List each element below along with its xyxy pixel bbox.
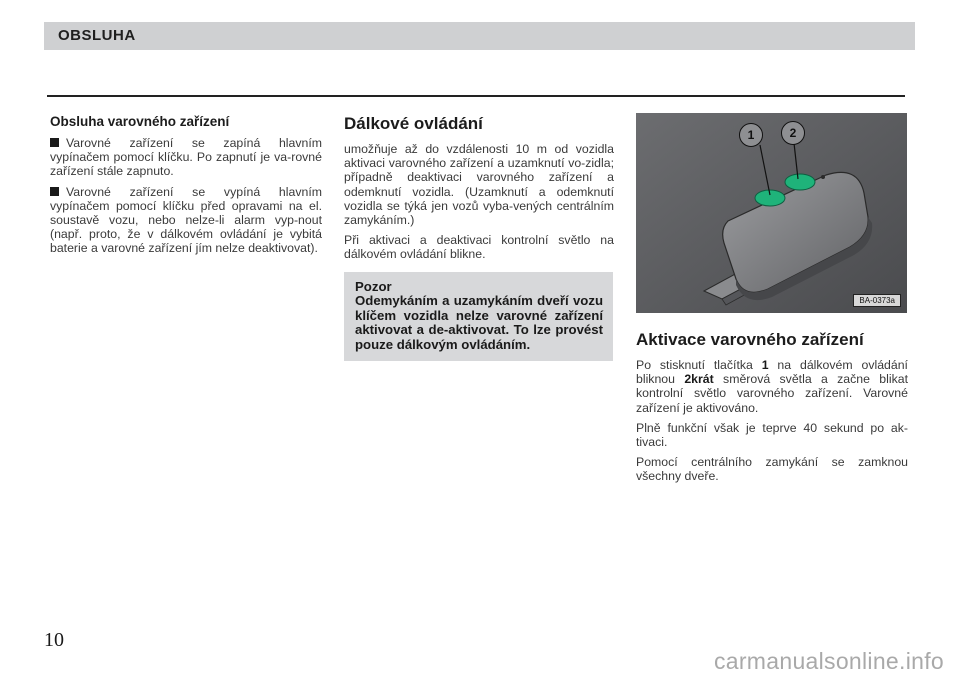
watermark-text: carmanualsonline.info <box>713 648 944 674</box>
callout-1: 1 <box>739 123 763 147</box>
column-middle <box>344 114 614 361</box>
warning-box <box>344 272 613 362</box>
bullet-square-icon <box>50 187 59 196</box>
horizontal-rule <box>47 95 905 97</box>
callout-2: 2 <box>781 121 805 145</box>
section-title: OBSLUHA <box>58 27 136 44</box>
paragraph-switch-on: Varovné zařízení se zapíná hlavním vypínačem pomocí klíčku. Po zapnutí je va-rovné zařízení stále zapnuto. <box>50 136 322 179</box>
page-number: 10 <box>44 629 64 651</box>
heading-remote-control: Dálkové ovládání <box>344 114 483 133</box>
heading-alarm-operation: Obsluha varovného zařízení <box>50 114 230 129</box>
section-header-bar <box>44 22 915 50</box>
column-left <box>50 114 322 262</box>
remote-button-2 <box>785 174 815 190</box>
paragraph-remote-range: umožňuje až do vzdálenosti 10 m od vozidla aktivaci varovného zařízení a uzamknutí vo-zidla; případně deaktivaci varovného zařízení a odemknutí vozidla. (Uzamknutí a odemknutí vozidla se týká jen vozů vyba-vených centrálním zamykáním.) <box>344 142 614 228</box>
paragraph-remote-light: Při aktivaci a deaktivaci kontrolní světlo na dálkovém ovládání blikne. <box>344 233 614 262</box>
warning-title: Pozor <box>355 278 392 294</box>
bullet-square-icon <box>50 138 59 147</box>
paragraph-activation: Po stisknutí tlačítka 1 na dálkovém ovládání bliknou 2krát směrová světla a začne blikat kontrolní světlo varovného zařízení. Varovné zařízení je aktivováno. <box>636 358 909 415</box>
paragraph-switch-off: Varovné zařízení se vypíná hlavním vypínačem pomocí klíčku před opravami na el. soustavě vozu, nebo nelze-li alarm vyp-nout (např. proto, že v dálkovém ovládání je vybitá baterie a varovné zařízení jím nelze deaktivovat). <box>50 184 322 256</box>
column-right <box>636 330 908 490</box>
paragraph-central-locking: Pomocí centrálního zamykání se zamknou všechny dveře. <box>636 455 908 484</box>
figure-label: BA-0373a <box>853 294 901 307</box>
remote-key-illustration <box>636 113 907 313</box>
warning-text: Odemykáním a uzamykáním dveří vozu klíčem vozidla nelze varovné zařízení aktivovat a de-aktivovat. To lze provést pouze dálkovým ovládáním. <box>355 293 603 352</box>
heading-alarm-activation: Aktivace varovného zařízení <box>636 330 864 349</box>
paragraph-full-function: Plně funkční však je teprve 40 sekund po ak-tivaci. <box>636 420 908 450</box>
remote-control-figure <box>636 113 907 313</box>
